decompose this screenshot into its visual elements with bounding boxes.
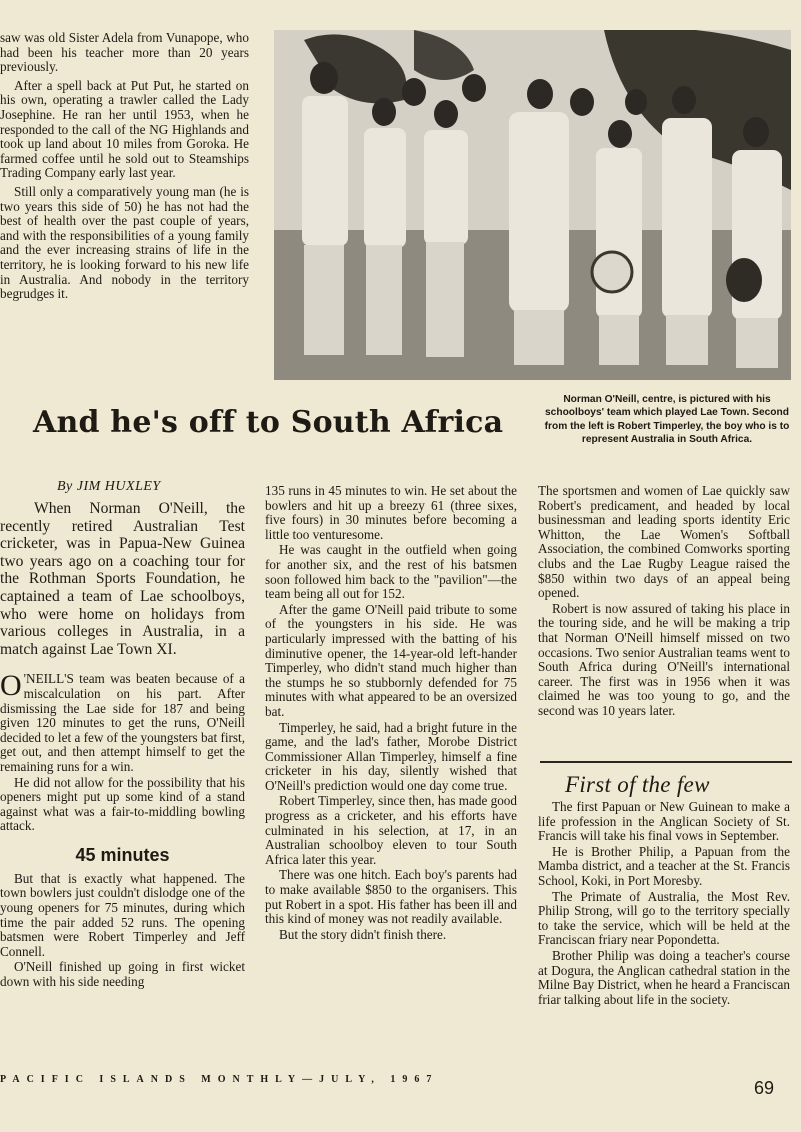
column-2-paragraph-3: After the game O'Neill paid tribute to some of the youngsters in his side. He was particularly impressed with the batting of his diminutive opener, the 14-year-old left-hander Timperley, who didn't stand much higher than the stumps he so stubbornly defended for 75 minutes with what appeared to be an oversized bat. (265, 601, 517, 719)
top-paragraph-2: After a spell back at Put Put, he started on his own, operating a trawler called the Lady Josephine. He ran her until 1953, when he responded to the call of the NG Highlands and took up land about 10 miles from Goroka. He farmed coffee until he sold out to Steamships Trading Company early last year. (0, 77, 249, 181)
page-number: 69 (754, 1078, 775, 1098)
column-2-paragraph-6: There was one hitch. Each boy's parents had to make available $850 to the organisers. This put Robert in a spot. His father has been ill and this kind of money was not readily available. (265, 867, 517, 927)
team-photo-illustration (274, 30, 791, 380)
byline: By JIM HUXLEY (57, 479, 161, 494)
article-column-2 (265, 484, 517, 943)
column-1-paragraph-3: But that is exactly what happened. The town bowlers just couldn't dislodge one of the young openers for 75 minutes, during which time the pair added 52 runs. The opening batsmen were Robert Timperley and Jeff Connell. (0, 870, 245, 959)
article-column-1 (0, 500, 245, 991)
article-column-3 (538, 484, 790, 720)
subhead-45-minutes: 45 minutes (75, 844, 170, 865)
second-paragraph-3: The Primate of Australia, the Most Rev. Philip Strong, will go to the territory specially to take the service, which will be held at the Franciscan friary near Popondetta. (538, 888, 790, 948)
column-2-paragraph-5: Robert Timperley, since then, has made good progress as a cricketer, and his efforts have culminated in his selection, at 17, in an Australian schoolboy eleven to tour South Africa later this year. (265, 793, 517, 867)
second-paragraph-2: He is Brother Philip, a Papuan from the Mamba district, and a teacher at the St. Francis School, Koki, in Port Moresby. (538, 843, 790, 888)
team-photo (274, 30, 791, 380)
headline: And he's off to South Africa (33, 405, 504, 440)
column-2-paragraph-2: He was caught in the outfield when going for another six, and the rest of his batsmen soon followed him back to the "pavilion"—the team being all out for 152. (265, 542, 517, 602)
column-2-paragraph-7: But the story didn't finish there. (279, 926, 447, 942)
running-title: PACIFIC ISLANDS MONTHLY—JULY, 1967 (0, 1074, 439, 1085)
drop-cap: O (0, 669, 22, 703)
column-3-paragraph-1: The sportsmen and women of Lae quickly saw Robert's predicament, and headed by local businessman and leading sports identity Eric Whitton, the Lae Women's Softball Association, the combined Comworks sporting clubs and the Lae Rugby League raised the $850 within two days of an appeal being opened. (538, 483, 790, 601)
lead-paragraph: When Norman O'Neill, the recently retired Australian Test cricketer, was in Papua-New Guinea two years ago on a coaching tour for the Rothman Sports Foundation, he captained a team of Lae schoolboys, who were home on holidays from various colleges in Australia, in a match against Lae Town XI. (0, 500, 245, 658)
column-1-paragraph-2: He did not allow for the possibility that his openers might put up some kind of a stand against what was a fair-to-middling bowling attack. (0, 774, 245, 834)
photo-caption: Norman O'Neill, centre, is pictured with his schoolboys' team which played Lae Town. Second from the left is Robert Timperley, the boy who is to represent Australia in South Africa. (544, 394, 790, 446)
second-headline: First of the few (565, 772, 710, 797)
column-2-paragraph-1: 135 runs in 45 minutes to win. He set about the bowlers and hit up a breezy 61 (three sixes, five fours) in 30 minutes before becoming a little too venturesome. (265, 483, 517, 542)
second-paragraph-4: Brother Philip was doing a teacher's course at Dogura, the Anglican cathedral station in the Milne Bay District, when he heard a Franciscan friar talking about life in the society. (538, 947, 790, 1007)
second-paragraph-1: The first Papuan or New Guinean to make a life profession in the Anglican Society of St. Francis will take his final vows in September. (538, 799, 790, 844)
column-1-paragraph-4: O'Neill finished up going in first wicket down with his side needing (0, 959, 245, 990)
column-3-paragraph-2: Robert is now assured of taking his place in the touring side, and he will be making a trip that Norman O'Neill himself missed on two occasions. Two senior Australian teams went to South Africa during O'Neill's international career. The first was in 1956 when it was claimed he was too young to go, and the second was 10 years later. (538, 600, 790, 718)
column-2-paragraph-4: Timperley, he said, had a bright future in the game, and the lad's father, Morobe District Commissioner Allan Timperley, himself a fine cricketer in his day, silently wished that O'Neill's prediction would one day come true. (265, 719, 517, 793)
column-1-paragraph-1: O 'NEILL'S team was beaten because of a miscalculation on his part. After dismissing the Lae side for 187 and being given 120 minutes to get the runs, O'Neill decided to let a few of the youngsters bat first, get out, and then attempt himself to get the remaining runs for a win. (0, 669, 245, 774)
section-divider (540, 761, 792, 763)
top-left-column (0, 31, 249, 303)
second-article-column (538, 800, 790, 1008)
top-paragraph-3: Still only a comparatively young man (he is two years this side of 50) he has not had the best of health over the past couple of years, and with the responsibilities of a young family and the ever increasing strains of life in the territory, he is looking forward to his new life in Australia. And nobody in the territory begrudges it. (0, 183, 249, 302)
top-paragraph-1: saw was old Sister Adela from Vunapope, who had been his teacher more than 20 years previously. (0, 30, 249, 75)
